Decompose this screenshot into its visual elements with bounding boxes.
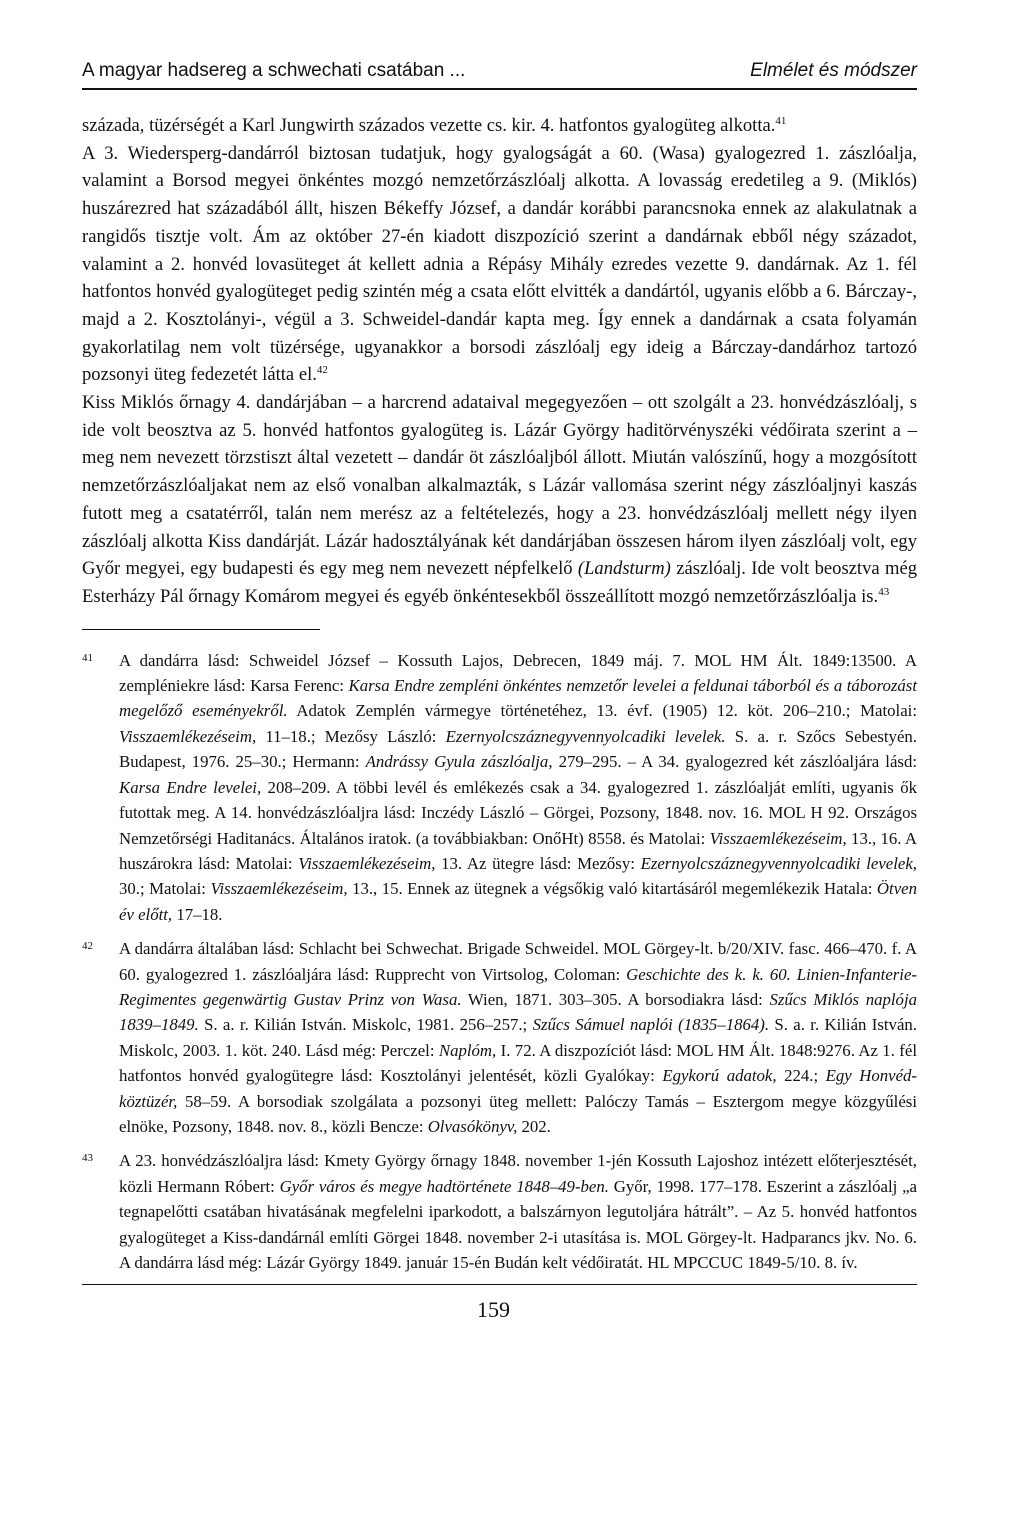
main-text xyxy=(82,112,917,611)
footnote-number: 43 xyxy=(82,1152,93,1165)
header-left-title: A magyar hadsereg a schwechati csatában ... xyxy=(82,60,466,81)
page xyxy=(82,60,917,1323)
footnotes xyxy=(82,648,917,1276)
page-number: 159 xyxy=(477,1297,510,1323)
footnote-ref-43[interactable]: 43 xyxy=(878,585,890,598)
footnote-ref-41[interactable]: 41 xyxy=(775,114,787,127)
footnote-separator xyxy=(82,629,320,630)
footnote-43 xyxy=(82,1148,917,1275)
footnote-text: A 23. honvédzászlóaljra lásd: Kmety György őrnagy 1848. november 1-jén Kossuth Lajoshoz intézett előterjesztését, közli Hermann Róbert: Győr város és megye hadtörténete 1848–49-ben. Győr, 1998. 177–178. Eszerint a zászlóalj „a tegnapelőtti csatában hivatásának megfelelni iparkodott, a balszárnyon legutoljára hátrált”. – Az 5. honvéd hatfontos gyalogüteget a Kiss-dandárnál említi Görgei 1848. november 2-i utasítása is. MOL Görgey-lt. Hadparancs jkv. No. 6. A dandárra lásd még: Lázár György 1849. január 15-én Budán kelt védőiratát. HL MPCCUC 1849-5/10. 8. ív. xyxy=(119,1151,917,1272)
footnote-41 xyxy=(82,648,917,927)
footnote-text: A dandárra általában lásd: Schlacht bei Schwechat. Brigade Schweidel. MOL Görgey-lt. b/20/XIV. fasc. 466–470. f. A 60. gyalogezred 1. zászlóaljára lásd: Rupprecht von Virtsolog, Coloman: Geschichte des k. k. 60. Linien-Infanterie-Regimentes gegenwärtig Gustav Prinz von Wasa. Wien, 1871. 303–305. A borsodiakra lásd: Szűcs Miklós naplója 1839–1849. S. a. r. Kilián István. Miskolc, 1981. 256–257.; Szűcs Sámuel naplói (1835–1864). S. a. r. Kilián István. Miskolc, 2003. 1. köt. 240. Lásd még: Perczel: Naplóm, I. 72. A diszpozíciót lásd: MOL HM Ált. 1848:9276. Az 1. fél hatfontos honvéd gyalogütegre lásd: Kosztolányi jelentését, közli Gyalókay: Egykorú adatok, 224.; Egy Honvéd-köztüzér, 58–59. A borsodiak szolgálata a pozsonyi üteg mellett: Palóczy Tamás – Esztergom megye közgyűlési elnöke, Pozsony, 1848. nov. 8., közli Bencze: Olvasókönyv, 202. xyxy=(119,939,918,1136)
footnote-ref-42[interactable]: 42 xyxy=(316,364,328,377)
paragraph-2: A 3. Wiedersperg-dandárról biztosan tudatjuk, hogy gyalogságát a 60. (Wasa) gyalogezred 1. zászlóalja, valamint a Borsod megyei önkéntes mozgó nemzetőrzászlóalj alkotta. A lovasság eredetileg a 9. (Miklós) huszárezred hat századából állt, hiszen Békeffy József, a dandár korábbi parancsnoka ennek az alakulatnak a rangidős tisztje volt. Ám az október 27-én kiadott diszpozíció szerint a dandárnak ebből négy századot, valamint a 2. honvéd lovasüteget át kellett adnia a Répásy Mihály ezredes vezette 9. dandárnak. Az 1. fél hatfontos honvéd gyalogüteget pedig szintén még a csata előtt elvitték a dandártól, ugyanis előbb a 6. Bárczay-, majd a 2. Kosztolányi-, végül a 3. Schweidel-dandár kapta meg. Így ennek a dandárnak a csata folyamán gyakorlatilag nem volt tüzérsége, ugyanakkor a borsodi zászlóalj egy ideig a Bárczay-dandárhoz tartozó pozsonyi üteg fedezetét látta el.$^{42}$ xyxy=(82,142,917,386)
footnote-text: A dandárra lásd: Schweidel József – Kossuth Lajos, Debrecen, 1849 máj. 7. MOL HM Ált. 1849:13500. A zempléniekre lásd: Karsa Ferenc: Karsa Endre zempléni önkéntes nemzetőr levelei a feldunai táborból és a táborozást megelőző eseményekről. Adatok Zemplén vármegye történetéhez, 13. évf. (1905) 12. köt. 206–210.; Matolai: Visszaemlékezéseim, 11–18.; Mezősy László: Ezernyolcszáznegyvennyolcadiki levelek. S. a. r. Szőcs Sebestyén. Budapest, 1976. 25–30.; Hermann: Andrássy Gyula zászlóalja, 279–295. – A 34. gyalogezred két zászlóaljára lásd: Karsa Endre levelei, 208–209. A többi levél és emlékezés csak a 34. gyalogezred 1. zászlóalját említi, ugyanis ők futottak meg. A 14. honvédzászlóaljra lásd: Inczédy László – Görgei, Pozsony, 1848. nov. 16. MOL H 92. Országos Nemzetőrségi Haditanács. Általános iratok. (a továbbiakban: OnőHt) 8558. és Matolai: Visszaemlékezéseim, 13., 16. A huszárokra lásd: Matolai: Visszaemlékezéseim, 13. Az ütegre lásd: Mezősy: Ezernyolcszáznegyvennyolcadiki levelek, 30.; Matolai: Visszaemlékezéseim, 13., 15. Ennek az ütegnek a végsőkig való kitartásáról megemlékezik Hatala: Ötven év előtt, 17–18. xyxy=(119,650,918,924)
header-right-section: Elmélet és módszer xyxy=(750,60,917,81)
paragraph-1: százada, tüzérségét a Karl Jungwirth százados vezette cs. kir. 4. hatfontos gyalogüteg alkotta.$^{41}$ xyxy=(82,114,787,136)
paragraph-3: Kiss Miklós őrnagy 4. dandárjában – a harcrend adataival megegyezően – ott szolgált a 23. honvédzászlóalj, s ide volt beosztva az 5. honvéd hatfontos gyalogüteg is. Lázár György haditörvényszéki védőirata szerint a – meg nem nevezett törzstiszt által vezetett – dandár öt zászlóaljból állott. Miután valószínű, hogy a mozgósított nemzetőrzászlóaljakat nem az első vonalban alkalmazták, s Lázár vallomása szerint négy zászlóaljnyi kaszás futott meg a csatatérről, talán nem merész az a feltételezés, hogy a 23. honvédzászlóalj mellett négy ilyen zászlóalj alkotta Kiss dandárját. Lázár hadosztályának két dandárjában összesen három ilyen zászlóalj volt, egy Győr megyei, egy budapesti és egy meg nem nevezett népfelkelő (Landsturm) zászlóalj. Ide volt beosztva még Esterházy Pál őrnagy Komárom megyei és egyéb önkéntesekből összeállított mozgó nemzetőrzászlóalja is.$^{43}$ xyxy=(82,392,918,607)
footnote-number: 42 xyxy=(82,940,93,953)
running-header xyxy=(82,60,917,90)
footnote-number: 41 xyxy=(82,651,93,664)
footnote-42 xyxy=(82,936,917,1139)
bottom-rule xyxy=(82,1284,917,1285)
